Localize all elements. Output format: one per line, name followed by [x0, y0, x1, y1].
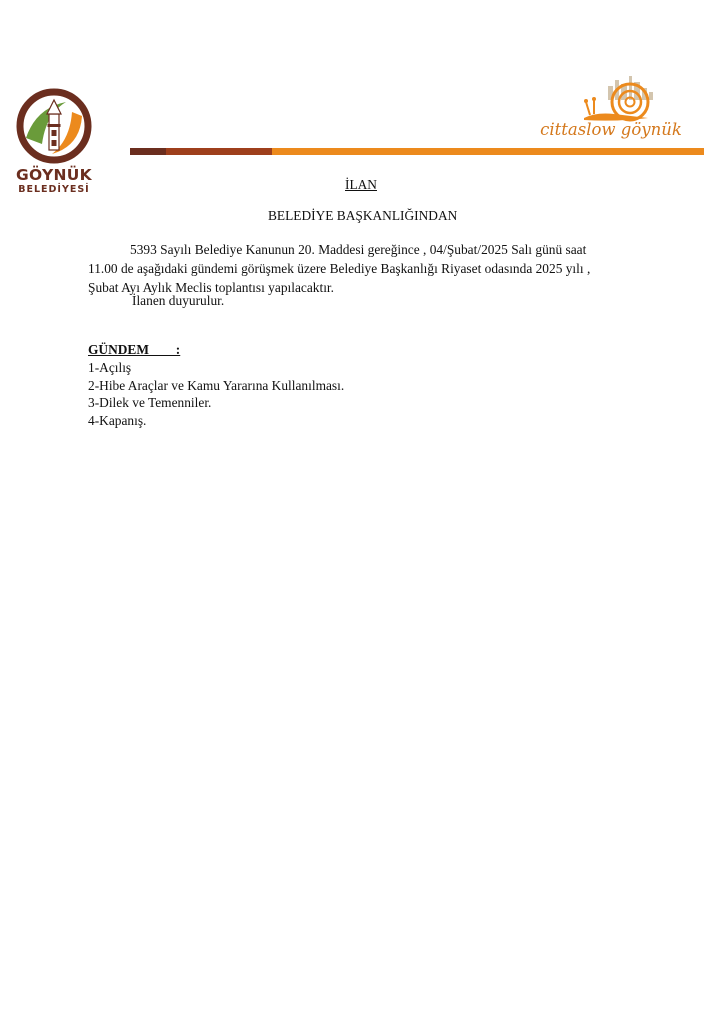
cittaslow-logo-text: cittaslow göynük	[540, 120, 682, 139]
divider-segment-brown	[130, 148, 166, 155]
agenda-item: 4-Kapanış.	[88, 412, 147, 428]
minaret-emblem-icon	[16, 88, 92, 164]
paragraph-line-4	[88, 291, 648, 310]
paragraph-line-2: 11.00 de aşağıdaki gündemi görüşmek üzere Belediye Başkanlığı Riyaset odasında 2025 yılı ,	[88, 261, 591, 276]
logo-name-line2: BELEDİYESİ	[18, 184, 90, 195]
paragraph-line-1	[88, 240, 648, 259]
agenda-heading: GÜNDEM :	[88, 342, 181, 357]
snail-skyline-icon	[536, 68, 686, 124]
divider-segment-orange	[272, 148, 704, 155]
agenda-item: 3-Dilek ve Temenniler.	[88, 395, 212, 410]
agenda-item: 1-Açılış	[88, 360, 132, 375]
header-divider	[130, 148, 704, 155]
document-subtitle: BELEDİYE BAŞKANLIĞINDAN	[268, 208, 458, 223]
paragraph-line-1-text: 5393 Sayılı Belediye Kanunun 20. Maddesi gereğince , 04/Şubat/2025 Salı günü saat	[130, 242, 587, 257]
agenda-list	[88, 359, 344, 429]
divider-segment-rust	[166, 148, 272, 155]
agenda-item: 2-Hibe Araçlar ve Kamu Yararına Kullanılması.	[88, 377, 345, 393]
paragraph-line-4-text: İlanen duyurulur.	[132, 293, 225, 308]
goynuk-belediyesi-logo	[16, 88, 92, 200]
document-title: İLAN	[345, 177, 377, 192]
logo-name-line1: GÖYNÜK	[16, 166, 92, 184]
cittaslow-logo	[536, 68, 686, 150]
paragraph-line-3: Şubat Ayı Aylık Meclis toplantısı yapılacaktır.	[88, 280, 334, 295]
